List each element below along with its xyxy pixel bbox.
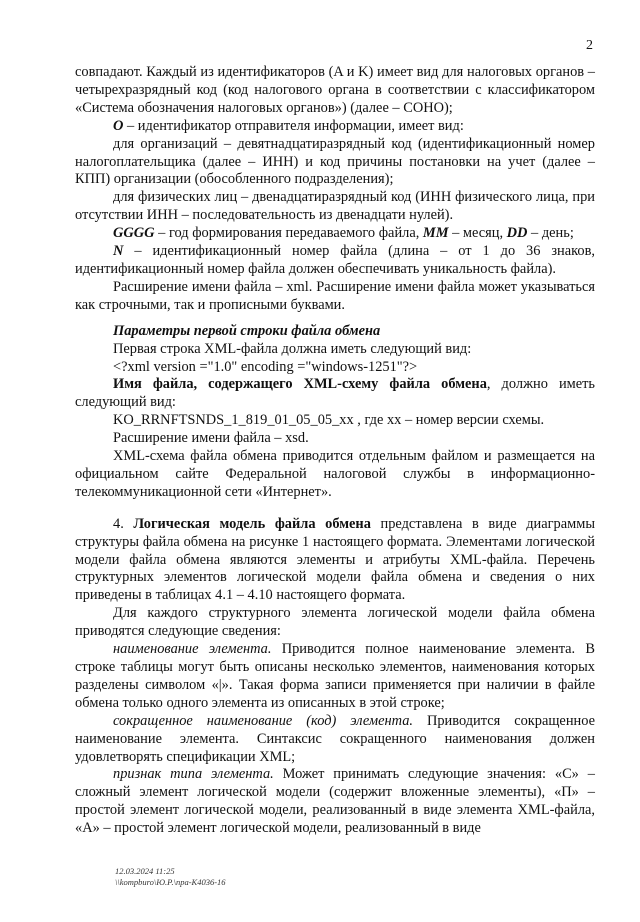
paragraph: N – идентификационный номер файла (длина – от 1 до 36 знаков, идентификационный номер файла должен обеспечивать уникальность файла). <box>75 243 595 277</box>
paragraph: Первая строка XML-файла должна иметь следующий вид: <box>113 340 472 357</box>
paragraph: Для каждого структурного элемента логической модели файла обмена приводятся следующие сведения: <box>75 605 595 640</box>
bold-phrase: Логическая модель файла обмена <box>133 515 371 532</box>
paragraph: GGGG – год формирования передаваемого файла, MM – месяц, DD – день; <box>113 225 574 242</box>
code-line: <?xml version ="1.0" encoding ="windows-1251"?> <box>113 358 418 375</box>
paragraph: 4. Логическая модель файла обмена представлена в виде диаграммы структуры файла обмена на рисунке 1 настоящего формата. Элементами логической модели файла обмена являются элементы и атрибуты XML-файла. Перечень структурных элементов логической модели файла обмена и сведения о них приведены в таблицах 4.1 – 4.10 настоящего формата. <box>75 515 595 604</box>
document-body <box>75 64 595 838</box>
code-line: KO_RRNFTSNDS_1_819_01_05_05_xx , где хх – номер версии схемы. <box>113 412 545 429</box>
paragraph: для организаций – девятнадцатиразрядный код (идентификационный номер налогоплательщика (далее – ИНН) и код причины постановки на учет (далее – КПП) организации (обособленного подразделения); <box>75 135 595 188</box>
paragraph: для физических лиц – двенадцатиразрядный код (ИНН физического лица, при отсутствии ИНН – последовательность из двенадцати нулей). <box>75 189 595 224</box>
bold-phrase: Имя файла, содержащего XML-схему файла обмена <box>113 376 487 393</box>
term-n: N <box>113 243 124 260</box>
paragraph: Имя файла, содержащего XML-схему файла обмена, должно иметь следующий вид: <box>75 376 595 411</box>
paragraph: Расширение имени файла – xsd. <box>113 430 309 447</box>
term-dd: DD <box>506 225 528 242</box>
paragraph: сокращенное наименование (код) элемента. Приводится сокращенное наименование элемента. Синтаксис сокращенного наименования должен удовлетворять спецификации XML; <box>75 712 595 765</box>
footer-stamp <box>115 866 226 888</box>
paragraph: признак типа элемента. Может принимать следующие значения: «С» – сложный элемент логической модели (содержит вложенные элементы), «П» – простой элемент логической модели, реализованный в виде элемента XML-файла, «А» – простой элемент логической модели, реализованный в виде <box>75 766 595 837</box>
paragraph: совпадают. Каждый из идентификаторов (A и K) имеет вид для налоговых органов – четырехразрядный код (код налогового органа в соответствии с классификатором «Система обозначения налоговых органов») (далее – СОНО); <box>75 64 595 116</box>
term-o: O <box>113 117 124 134</box>
paragraph: XML-схема файла обмена приводится отдельным файлом и размещается на официальном сайте Федеральной налоговой службы в информационно-телекоммуникационной сети «Интернет». <box>75 448 595 500</box>
paragraph: Расширение имени файла – xml. Расширение имени файла может указываться как строчными, так и прописными буквами. <box>75 278 595 313</box>
paragraph: наименование элемента. Приводится полное наименование элемента. В строке таблицы могут быть описаны несколько элементов, наименования которых разделены символом «|». Такая форма записи применяется при наличии в файле обмена только одного элемента из описанных в этой строке; <box>75 641 595 711</box>
italic-phrase: признак типа элемента. <box>113 766 274 783</box>
italic-phrase: сокращенное наименование (код) элемента. <box>113 712 413 729</box>
section-heading: Параметры первой строки файла обмена <box>113 322 381 339</box>
term-gggg: GGGG <box>113 225 155 242</box>
page-number: 2 <box>586 38 593 53</box>
paragraph: O – идентификатор отправителя информации, имеет вид: <box>113 117 464 134</box>
term-mm: MM <box>422 225 449 242</box>
footer-timestamp: 12.03.2024 11:25 <box>115 866 175 876</box>
italic-phrase: наименование элемента. <box>113 641 272 658</box>
footer-file-path: \\kompburo\Ю.Р.\пра-К4036-16 <box>115 877 226 887</box>
